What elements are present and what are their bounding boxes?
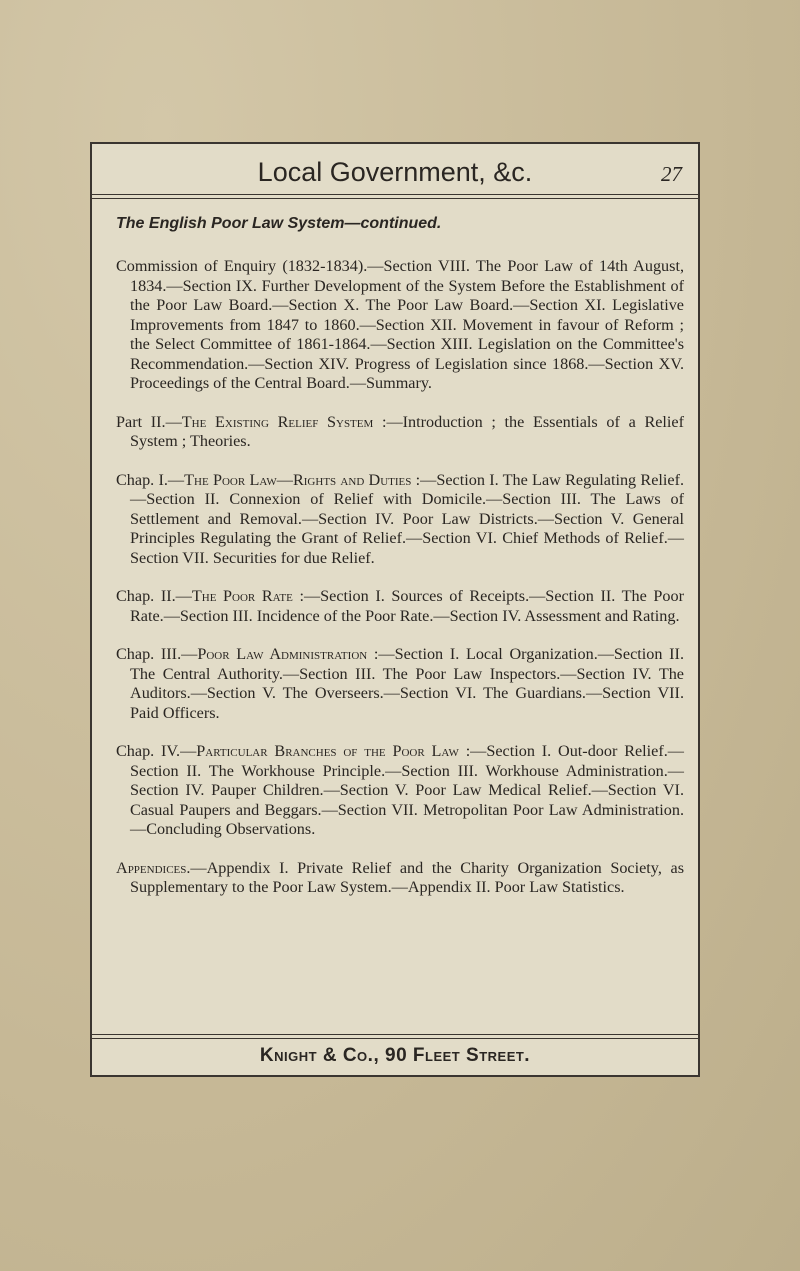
entry-title: The Existing Relief System	[181, 412, 374, 431]
entry-part-ii	[116, 413, 684, 452]
entry-text: :—Section I. Sources of Receipts.—Section II. The Poor Rate.—Section III. Incidence of the Poor Rate.—Section IV. Assessment and Rating.	[130, 587, 684, 625]
page-number: 27	[661, 162, 682, 186]
entry-title: Appendices	[116, 858, 187, 877]
entry-text: :—Section I. Local Organization.—Section II. The Central Authority.—Section III. The Poor Law Inspectors.—Section IV. The Auditors.—Section V. The Overseers.—Section VI. The Guardians.—Section VII. Paid Officers.	[130, 645, 684, 722]
entry-chap-ii	[116, 587, 684, 626]
entry-chap-iii	[116, 645, 684, 723]
entry-text: :—Section I. The Law Regulating Relief.—Section II. Connexion of Relief with Domicile.—Section III. The Laws of Settlement and Removal.—Section IV. Poor Law Districts.—Section V. General Principles Regulating the Grant of Relief.—Section VI. Chief Methods of Relief.—Section VII. Securities for due Relief.	[130, 470, 685, 567]
entry-title: Particular Branches of the Poor Law	[196, 742, 459, 760]
entry-lead: Chap. I.—	[116, 470, 185, 489]
book-page	[90, 142, 700, 1077]
entry-chap-iv	[116, 742, 684, 840]
entry-appendices	[116, 859, 684, 898]
entry-text: :—Section I. Out-door Relief.—Section II. The Workhouse Principle.—Section III. Workhouse Administration.—Section IV. Pauper Children.—Section V. Poor Law Medical Relief.—Section VI. Casual Paupers and Beggars.—Section VII. Metropolitan Poor Law Administration.—Concluding Observations.	[130, 742, 684, 838]
entry-lead: Part II.—	[116, 412, 182, 431]
entry-title: The Poor Rate	[191, 587, 293, 605]
entry-lead: Chap. III.—	[116, 645, 198, 663]
running-title: Local Government, &c.	[257, 157, 533, 187]
page-content	[92, 199, 698, 898]
entry-commission: Commission of Enquiry (1832-1834).—Section VIII. The Poor Law of 14th August, 1834.—Section IX. Further Development of the System Before the Establishment of the Poor Law Board.—Section X. The Poor Law Board.—Section XI. Legislative Improvements from 1847 to 1860.—Section XII. Movement in favour of Reform ; the Select Committee of 1861-1864.—Section XIII. Legislation on the Committee's Recommendation.—Section XIV. Progress of Legislation since 1868.—Section XV. Proceedings of the Central Board.—Summary.	[116, 257, 684, 392]
entry-lead: Chap. IV.—	[116, 742, 197, 760]
entry-text: :—Introduction ; the Essentials of a Relief System ; Theories.	[130, 412, 684, 450]
section-heading: The English Poor Law System—continued.	[116, 215, 442, 232]
entry-text: .—Appendix I. Private Relief and the Charity Organization Society, as Supplementary to the Poor Law System.—Appendix II. Poor Law Statistics.	[130, 858, 684, 896]
entry-title: Poor Law Administration	[197, 645, 368, 663]
publisher-imprint: Knight & Co., 90 Fleet Street.	[259, 1045, 531, 1066]
page-header	[92, 144, 698, 199]
entry-chap-i	[116, 471, 684, 569]
entry-lead: Chap. II.—	[116, 587, 192, 605]
page-footer	[92, 1034, 698, 1075]
entry-title: The Poor Law—Rights and Duties	[184, 470, 412, 489]
